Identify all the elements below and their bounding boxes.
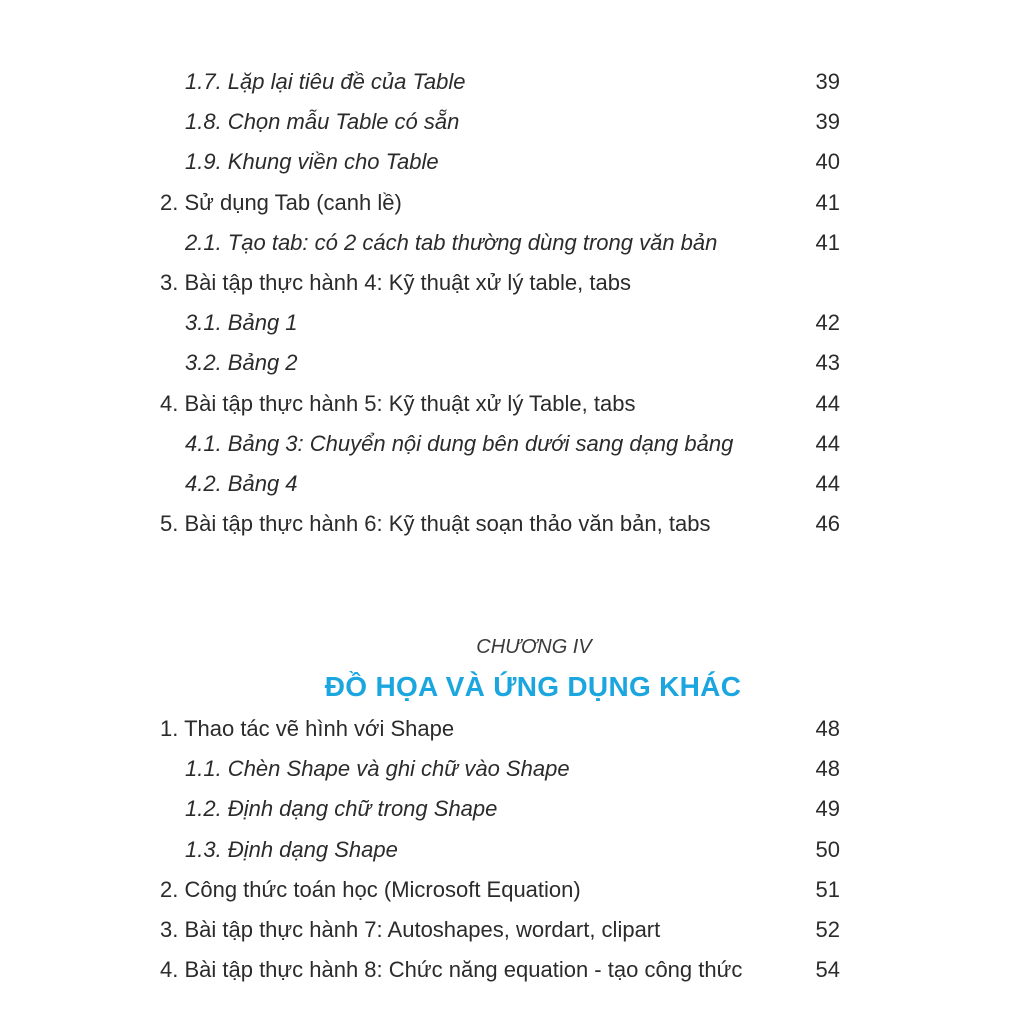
toc-entry-page-number: 41 bbox=[815, 189, 840, 215]
toc-entry-page-number: 52 bbox=[815, 916, 840, 942]
toc-entry-subsection[interactable] bbox=[160, 223, 840, 263]
chapter-title: ĐỒ HỌA VÀ ỨNG DỤNG KHÁC bbox=[324, 671, 742, 702]
toc-entry-label: 1.8. Chọn mẫu Table có sẵn bbox=[185, 109, 460, 135]
toc-entry-label: 1.2. Định dạng chữ trong Shape bbox=[185, 796, 498, 822]
toc-entry-label: 4.2. Bảng 4 bbox=[185, 470, 298, 496]
toc-list-top bbox=[160, 62, 840, 544]
toc-entry-label: 1.3. Định dạng Shape bbox=[185, 836, 398, 862]
toc-entry-subsection[interactable] bbox=[160, 343, 840, 383]
toc-entry-label: 4.1. Bảng 3: Chuyển nội dung bên dưới sang dạng bảng bbox=[185, 430, 734, 456]
toc-entry-page-number: 48 bbox=[815, 716, 840, 741]
toc-entry-section[interactable] bbox=[160, 870, 840, 910]
toc-entry-page-number: 43 bbox=[815, 350, 840, 376]
toc-entry-subsection[interactable] bbox=[160, 303, 840, 343]
toc-entry-page-number: 39 bbox=[815, 69, 840, 94]
toc-entry-subsection[interactable] bbox=[160, 830, 840, 870]
toc-entry-subsection[interactable] bbox=[160, 142, 840, 182]
toc-entry-subsection[interactable] bbox=[160, 62, 840, 102]
toc-entry-section[interactable] bbox=[160, 950, 840, 990]
chapter-label: CHƯƠNG IV bbox=[476, 636, 592, 658]
toc-entry-page-number: 40 bbox=[815, 149, 840, 175]
toc-entry-page-number: 39 bbox=[815, 109, 840, 135]
toc-entry-label: 1.9. Khung viền cho Table bbox=[185, 149, 439, 175]
toc-entry-page-number: 41 bbox=[815, 229, 840, 255]
toc-entry-subsection[interactable] bbox=[160, 464, 840, 504]
toc-entry-label: 4. Bài tập thực hành 5: Kỹ thuật xử lý Table, tabs bbox=[160, 390, 636, 416]
toc-list-bottom bbox=[160, 709, 840, 990]
toc-entry-page-number: 44 bbox=[815, 470, 840, 496]
toc-entry-section[interactable] bbox=[160, 910, 840, 950]
toc-entry-label: 4. Bài tập thực hành 8: Chức năng equation - tạo công thức bbox=[160, 957, 743, 983]
toc-entry-section[interactable] bbox=[160, 263, 840, 303]
toc-entry-page-number: 44 bbox=[815, 390, 840, 416]
toc-entry-section[interactable] bbox=[160, 709, 840, 749]
toc-entry-page-number: 49 bbox=[815, 796, 840, 822]
toc-entry-subsection[interactable] bbox=[160, 424, 840, 464]
toc-entry-page-number: 50 bbox=[815, 836, 840, 862]
toc-entry-subsection[interactable] bbox=[160, 789, 840, 829]
toc-entry-label: 3.1. Bảng 1 bbox=[185, 310, 298, 336]
toc-entry-label: 3. Bài tập thực hành 7: Autoshapes, wordart, clipart bbox=[160, 916, 661, 942]
toc-entry-page-number: 48 bbox=[815, 756, 840, 782]
toc-entry-label: 1. Thao tác vẽ hình với Shape bbox=[160, 716, 455, 741]
toc-entry-label: 2.1. Tạo tab: có 2 cách tab thường dùng trong văn bản bbox=[185, 229, 718, 255]
toc-entry-subsection[interactable] bbox=[160, 102, 840, 142]
toc-entry-page-number: 54 bbox=[815, 957, 840, 983]
toc-entry-section[interactable] bbox=[160, 504, 840, 544]
toc-entry-section[interactable] bbox=[160, 384, 840, 424]
toc-entry-label: 5. Bài tập thực hành 6: Kỹ thuật soạn thảo văn bản, tabs bbox=[160, 511, 711, 537]
toc-entry-label: 1.1. Chèn Shape và ghi chữ vào Shape bbox=[185, 756, 570, 782]
toc-entry-label: 2. Sử dụng Tab (canh lề) bbox=[160, 189, 402, 215]
toc-entry-section[interactable] bbox=[160, 183, 840, 223]
toc-entry-page-number: 44 bbox=[815, 430, 840, 456]
toc-entry-page-number: 42 bbox=[815, 310, 840, 336]
toc-entry-label: 2. Công thức toán học (Microsoft Equation) bbox=[160, 876, 581, 902]
toc-entry-page-number: 51 bbox=[815, 876, 840, 902]
toc-entry-label: 3. Bài tập thực hành 4: Kỹ thuật xử lý table, tabs bbox=[160, 269, 631, 295]
toc-entry-subsection[interactable] bbox=[160, 749, 840, 789]
toc-entry-page-number: 46 bbox=[815, 511, 840, 537]
toc-entry-label: 1.7. Lặp lại tiêu đề của Table bbox=[185, 69, 466, 94]
toc-entry-label: 3.2. Bảng 2 bbox=[185, 350, 298, 376]
